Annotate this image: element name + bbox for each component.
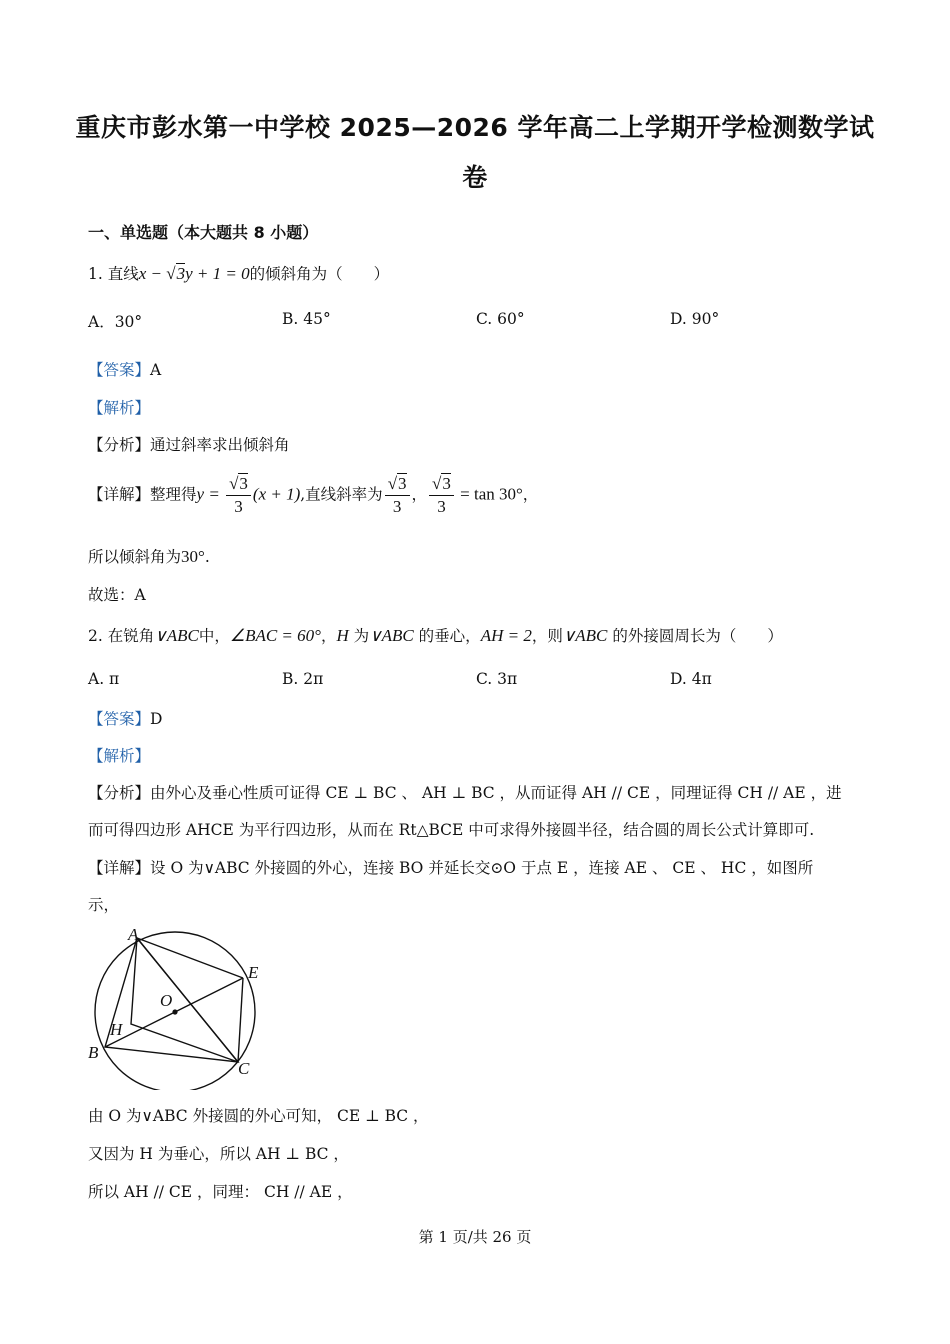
- segment-ce: [238, 978, 243, 1062]
- q2-option-a: A. π: [88, 670, 120, 688]
- q1-stem-pre: 直线: [107, 265, 139, 283]
- q1-number: 1.: [88, 265, 103, 283]
- q1-equation: x − √3y + 1 = 0: [138, 264, 250, 283]
- fraction-tan: $\frac{√3}{3}$: [429, 474, 454, 517]
- q1-answer: 【答案】A: [88, 361, 162, 379]
- q2-option-d: D. 4π: [670, 670, 712, 688]
- label-h: H: [110, 1020, 123, 1039]
- answer-tag: 【答案】: [88, 361, 151, 379]
- q2-fenxi-line-2: 而可得四边形 AHCE 为平行四边形，从而在 Rt△BCE 中可求得外接圆半径，结合圆的周长公式计算即可.: [88, 821, 815, 839]
- q2-after-line-1: 由 O 为∨ABC 外接圆的外心可知， CE ⊥ BC ，: [88, 1107, 429, 1125]
- q2-stem: 2. 在锐角∨ABC中，∠BAC = 60°，H 为∨ABC 的垂心，AH = 2，则∨ABC 的外接圆周长为（ ）: [88, 626, 783, 645]
- q2-fenxi-line-1: 【分析】由外心及垂心性质可证得 CE ⊥ BC 、 AH ⊥ BC ，从而证得 AH // CE ，同理证得 CH // AE ，进: [88, 784, 842, 802]
- q2-after-line-2: 又因为 H 为垂心，所以 AH ⊥ BC ，: [88, 1145, 349, 1163]
- exam-title-line-2: 卷: [462, 163, 488, 192]
- q1-option-b: B. 45°: [282, 310, 331, 328]
- q1-option-d: D. 90°: [670, 310, 720, 328]
- q2-analysis-tag: 【解析】: [88, 747, 151, 765]
- q2-option-b: B. 2π: [282, 670, 324, 688]
- q1-option-a: A．30°: [88, 313, 143, 331]
- label-c: C: [238, 1059, 250, 1078]
- page-footer: 第 1 页/共 26 页: [418, 1228, 532, 1246]
- exam-title-line-1: 重庆市彭水第一中学校 2025—2026 学年高二上学期开学检测数学试: [75, 113, 875, 142]
- q2-detail-line-1: 【详解】设 O 为∨ABC 外接圆的外心，连接 BO 并延长交⊙O 于点 E ，连接 AE 、 CE 、 HC ，如图所: [88, 859, 814, 877]
- fraction-sqrt3-over-3: $\frac{√3}{3}$: [226, 474, 251, 517]
- q2-detail-line-2: 示，: [88, 896, 120, 914]
- fraction-slope: $\frac{√3}{3}$: [385, 474, 410, 517]
- q1-conclusion: 所以倾斜角为30°.: [88, 547, 210, 566]
- q1-final: 故选：A: [88, 586, 146, 604]
- q1-stem: [88, 262, 389, 284]
- circle-geometry-figure: [80, 920, 280, 1090]
- label-b: B: [88, 1043, 99, 1062]
- q2-option-c: C. 3π: [476, 670, 518, 688]
- center-point-o: [172, 1009, 177, 1014]
- q1-analysis-tag: 【解析】: [88, 399, 151, 417]
- label-o: O: [160, 991, 173, 1010]
- q1-stem-post: 的倾斜角为（ ）: [249, 265, 390, 283]
- section-heading: 一、单选题（本大题共 8 小题）: [88, 223, 319, 242]
- q1-detail: 【详解】整理得y = $\frac{√3}{3}$ (x + 1),直线斜率为 $\frac{√3}{3}$ ， $\frac{√3}{3}$ = tan 30°，: [88, 474, 539, 516]
- q2-answer: 【答案】D: [88, 710, 163, 728]
- q1-option-c: C. 60°: [476, 310, 525, 328]
- label-a: A: [128, 925, 139, 944]
- label-e: E: [248, 963, 259, 982]
- q1-fenxi: 【分析】通过斜率求出倾斜角: [88, 436, 290, 454]
- q2-after-line-3: 所以 AH // CE ，同理： CH // AE ，: [88, 1183, 353, 1201]
